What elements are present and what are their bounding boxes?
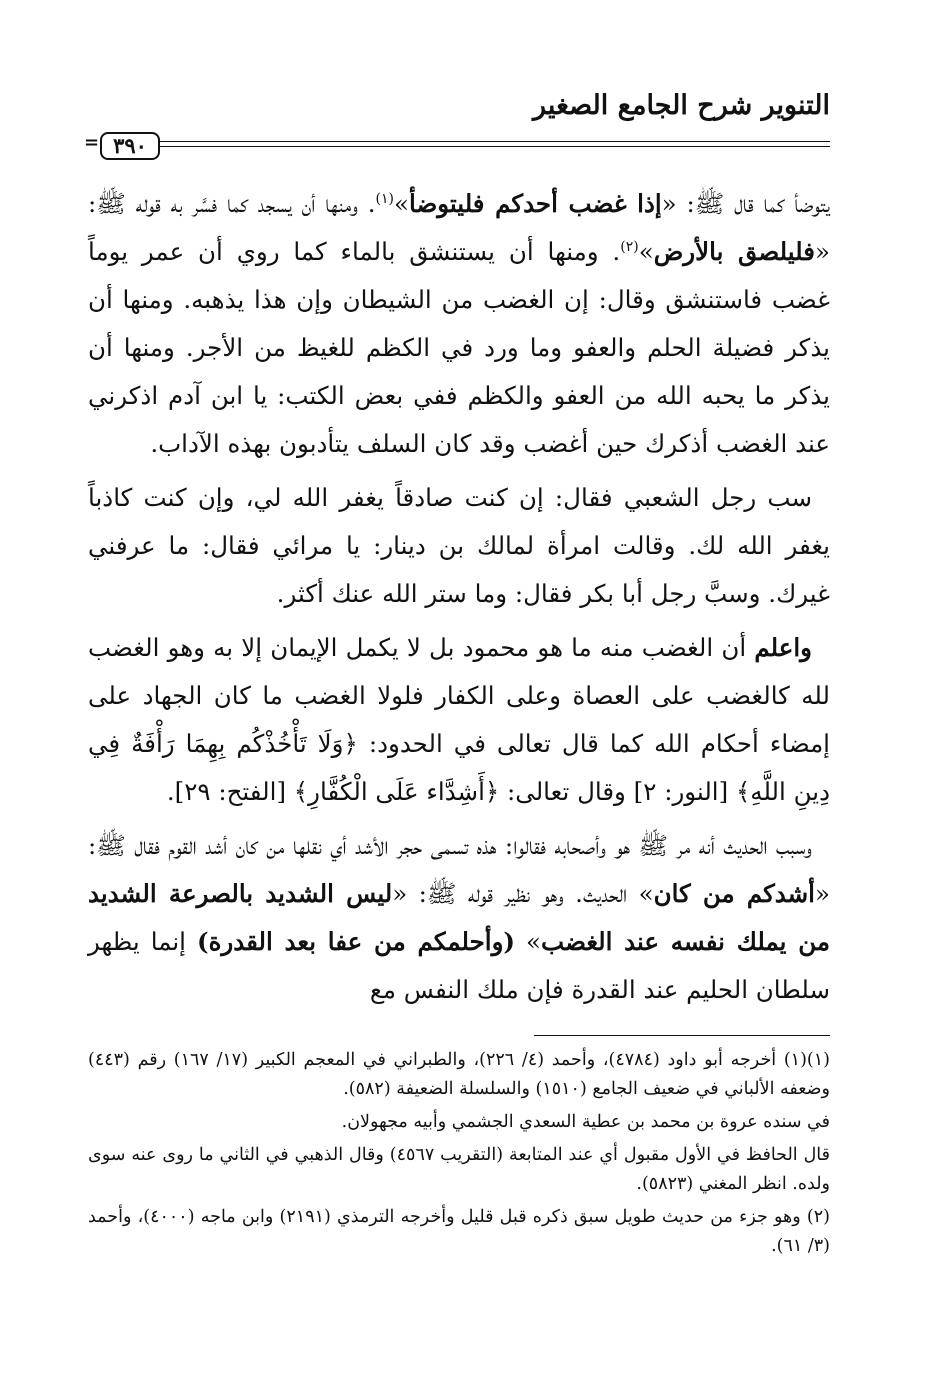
footnote-ref-2: (٢) [620,238,639,255]
footnote-item: (٢) وهو جزء من حديث طويل سبق ذكره قبل قليل وأخرجه الترمذي (٢١٩١) وابن ماجه (٤٠٠٠)، وأحمد (٣/ ٦١). [88,1207,830,1256]
footnote-item: (١)(١) أخرجه أبو داود (٤٧٨٤)، وأحمد (٤/ ٢٢٦)، والطبراني في المعجم الكبير (١٧/ ١٦٧) رقم (٤٤٣) وضعفه الألباني في ضعيف الجامع (١٥١٠) والسلسلة الضعيفة (٥٨٢). [88,1050,830,1099]
header-marker: = [84,132,100,153]
hadith-quote: فليلصق بالأرض [653,237,815,266]
main-text [88,180,830,1014]
paragraph-3 [88,624,830,816]
hadith-quote: أشدكم من كان [653,879,815,908]
header-rule [84,132,830,158]
footnote-separator [534,1035,830,1036]
text-run: » [638,237,654,266]
text-run: . ومنها أن يستنشق بالماء كما روي أن عمر يوماً غضب فاستنشق وقال: إن الغضب من الشيطان وإن هذا يذهبه. ومنها أن يذكر فضيلة الحلم والعفو وما ورد في الكظم للغيظ من الأجر. ومنها أن يذكر ما يحبه الله من العفو والكظم ففي بعض الكتب: يا ابن آدم اذكرني عند الغضب أذكرك حين أغضب وقد كان السلف يتأدبون بهذه الآداب. [88,237,830,458]
quran-verse: ﴿أَشِدَّاء عَلَى الْكُفَّارِ﴾ [293,777,500,806]
text-run: أن الغضب منه ما هو محمود بل لا يكمل الإيمان إلا به وهو الغضب لله كالغضب على العصاة وعلى الكفار فلولا الغضب ما كان الجهاد على إمضاء أحكام الله كما قال تعالى في الحدود: [88,633,830,758]
text-run: إنما يظهر سلطان الحليم عند القدرة فإن ملك النفس مع [88,927,830,1004]
text-run: » الحديث. وهو نظير قوله ﷺ: « [392,879,654,908]
header-rule-line [160,141,830,142]
text-run: » [393,189,409,218]
page-header [84,80,830,172]
text-run: يتوضأ كما قال ﷺ: « [661,189,830,218]
hadith-quote: (وأحلمكم من عفا بعد القدرة) [197,927,516,956]
footnote-item: في سنده عروة بن محمد بن عطية السعدي الجشمي وأبيه مجهولان. [341,1112,830,1132]
footnotes [88,1046,830,1265]
header-rule-line [160,146,830,147]
page-number: ٣٩٠ [100,132,160,160]
hadith-quote: ليس الشديد بالصرعة الشديد من يملك نفسه عند الغضب [88,879,830,956]
text-run: . ومنها أن يسجد كما فسَّر به قوله ﷺ: « [88,189,830,266]
footnote-ref-1: (١) [375,190,394,207]
paragraph-2: سب رجل الشعبي فقال: إن كنت صادقاً يغفر الله لي، وإن كنت كاذباً يغفر الله لك. وقالت امرأة لمالك بن دينار: يا مرائي فقال: ما عرفني غيرك. وسبَّ رجل أبا بكر فقال: وما ستر الله عنك أكثر. [88,483,830,608]
book-title: التنوير شرح الجامع الصغير [533,90,830,121]
hadith-quote: إذا غضب أحدكم فليتوضأ [408,189,662,218]
quran-verse: ﴿وَلَا تَأْخُذْكُم بِهِمَا رَأْفَةٌ فِي دِينِ اللَّهِ﴾ [88,729,830,806]
text-run: [النور: ٢] وقال تعالى: [499,777,736,806]
text-run: [الفتح: ٢٩]. [166,777,294,806]
paragraph-1 [88,180,830,468]
paragraph-4 [88,822,830,1014]
text-run: وسبب الحديث أنه مر ﷺ هو وأصحابه فقالوا: هذه تسمى حجر الأشد أي نقلها من كان أشد القوم فقال ﷺ: « [88,831,830,908]
lead-word: واعلم [754,633,812,662]
text-run: » [515,927,542,956]
footnote-item: قال الحافظ في الأول مقبول أي عند المتابعة (التقريب ٤٥٦٧) وقال الذهبي في الثاني ما روى عنه سوى ولده. انظر المغني (٥٨٢٣). [88,1145,831,1194]
